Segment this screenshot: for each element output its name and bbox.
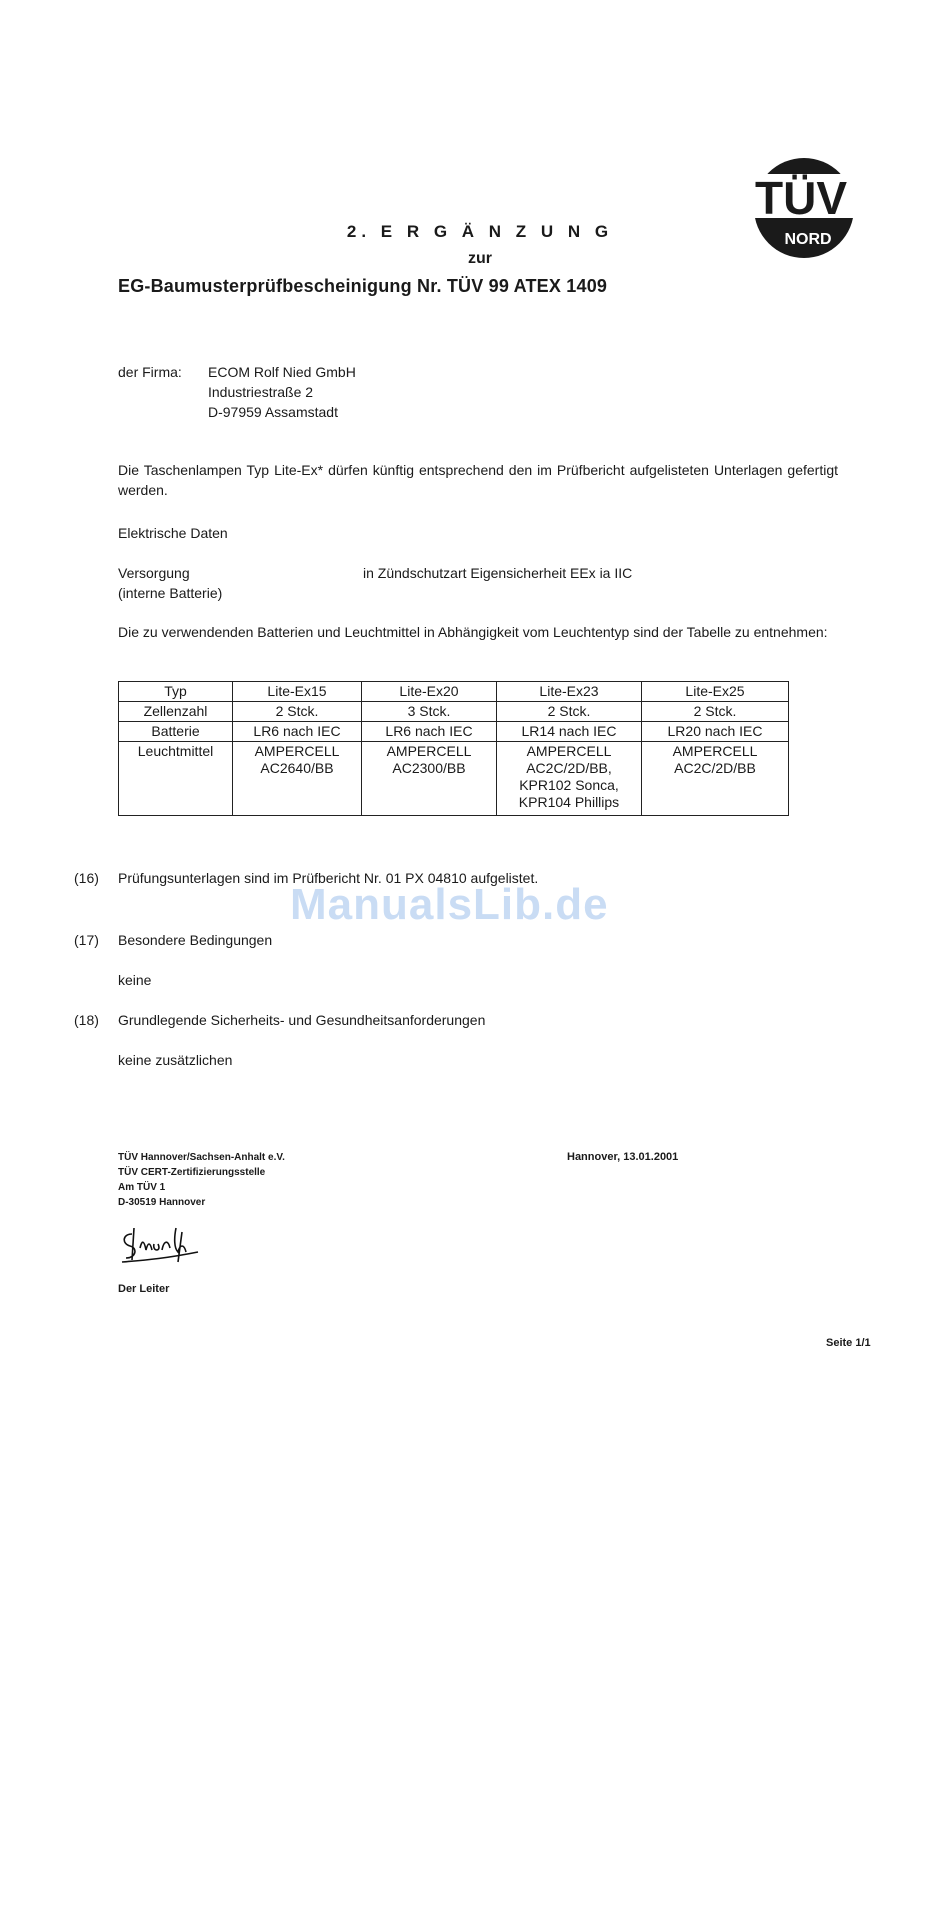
row-header-typ: Typ: [119, 682, 233, 702]
section-number-17: (17): [74, 932, 99, 948]
versorgung-label: Versorgung: [118, 565, 190, 581]
issuer-line: TÜV Hannover/Sachsen-Anhalt e.V.: [118, 1152, 285, 1163]
cell-line: AC2640/BB: [260, 760, 334, 776]
table-cell: 2 Stck.: [233, 702, 362, 722]
row-header-batterie: Batterie: [119, 722, 233, 742]
heading-erganzung: 2. E R G Ä N Z U N G: [346, 222, 614, 241]
table-cell: 3 Stck.: [362, 702, 497, 722]
table-row: [119, 682, 789, 702]
battery-table: [118, 681, 789, 816]
table-cell: [233, 742, 362, 816]
signatory-role: Der Leiter: [118, 1283, 170, 1295]
table-cell: Lite-Ex23: [497, 682, 642, 702]
table-cell: Lite-Ex20: [362, 682, 497, 702]
issuer-line: TÜV CERT-Zertifizierungsstelle: [118, 1167, 266, 1178]
table-row: [119, 742, 789, 816]
section-18-sub: keine zusätzlichen: [118, 1052, 233, 1068]
table-cell: Lite-Ex15: [233, 682, 362, 702]
table-cell: LR20 nach IEC: [642, 722, 789, 742]
cell-line: AMPERCELL: [386, 743, 472, 759]
table-cell: [362, 742, 497, 816]
row-header-leuchtmittel: Leuchtmittel: [119, 742, 233, 816]
section-number-18: (18): [74, 1012, 99, 1028]
place-date: Hannover, 13.01.2001: [567, 1151, 679, 1163]
row-header-zellenzahl: Zellenzahl: [119, 702, 233, 722]
paragraph-batterien: Die zu verwendenden Batterien und Leuchtmittel in Abhängigkeit vom Leuchtentyp sind der Tabelle zu entnehmen:: [118, 624, 828, 640]
document-title: EG-Baumusterprüfbescheinigung Nr. TÜV 99 ATEX 1409: [118, 276, 608, 296]
signature-image: [118, 1222, 208, 1272]
table-cell: [497, 742, 642, 816]
cell-line: KPR102 Sonca,: [519, 777, 619, 793]
table-cell: [642, 742, 789, 816]
table-cell: LR6 nach IEC: [362, 722, 497, 742]
table-cell: LR14 nach IEC: [497, 722, 642, 742]
table-cell: 2 Stck.: [497, 702, 642, 722]
page-number: Seite 1/1: [826, 1337, 871, 1349]
table-row: [119, 722, 789, 742]
cell-line: AC2300/BB: [392, 760, 466, 776]
logo-subtext: NORD: [784, 231, 832, 248]
table-cell: LR6 nach IEC: [233, 722, 362, 742]
firma-name: ECOM Rolf Nied GmbH: [208, 364, 356, 380]
firma-address: [208, 362, 356, 422]
versorgung-value: in Zündschutzart Eigensicherheit EEx ia IIC: [363, 565, 633, 581]
section-18-text: Grundlegende Sicherheits- und Gesundheitsanforderungen: [118, 1012, 486, 1028]
logo-text: TÜV: [755, 172, 847, 224]
firma-street: Industriestraße 2: [208, 384, 314, 400]
cell-line: AMPERCELL: [526, 743, 612, 759]
cell-line: AMPERCELL: [254, 743, 340, 759]
firma-city: D-97959 Assamstadt: [208, 404, 338, 420]
versorgung-sublabel: (interne Batterie): [118, 585, 223, 601]
cell-line: AC2C/2D/BB: [674, 760, 756, 776]
table-row: [119, 702, 789, 722]
section-16-text: Prüfungsunterlagen sind im Prüfbericht Nr. 01 PX 04810 aufgelistet.: [118, 870, 539, 886]
issuer-line: Am TÜV 1: [118, 1182, 166, 1193]
section-17-text: Besondere Bedingungen: [118, 932, 273, 948]
paragraph-taschenlampen: Die Taschenlampen Typ Lite-Ex* dürfen künftig entsprechend den im Prüfbericht aufgelisteten Unterlagen gefertigt werden.: [118, 462, 838, 498]
heading-zur: zur: [468, 250, 492, 267]
section-17-sub: keine: [118, 972, 152, 988]
table-cell: Lite-Ex25: [642, 682, 789, 702]
table-cell: 2 Stck.: [642, 702, 789, 722]
firma-label: der Firma:: [118, 364, 182, 380]
tuv-nord-logo: [742, 152, 860, 262]
section-number-16: (16): [74, 870, 99, 886]
cell-line: AMPERCELL: [672, 743, 758, 759]
cell-line: AC2C/2D/BB,: [526, 760, 612, 776]
cell-line: KPR104 Phillips: [518, 794, 620, 810]
issuer-line: D-30519 Hannover: [118, 1197, 206, 1208]
watermark: ManualsLib.de: [290, 880, 609, 929]
elektrische-daten-heading: Elektrische Daten: [118, 525, 228, 541]
issuer-address: [118, 1150, 285, 1210]
